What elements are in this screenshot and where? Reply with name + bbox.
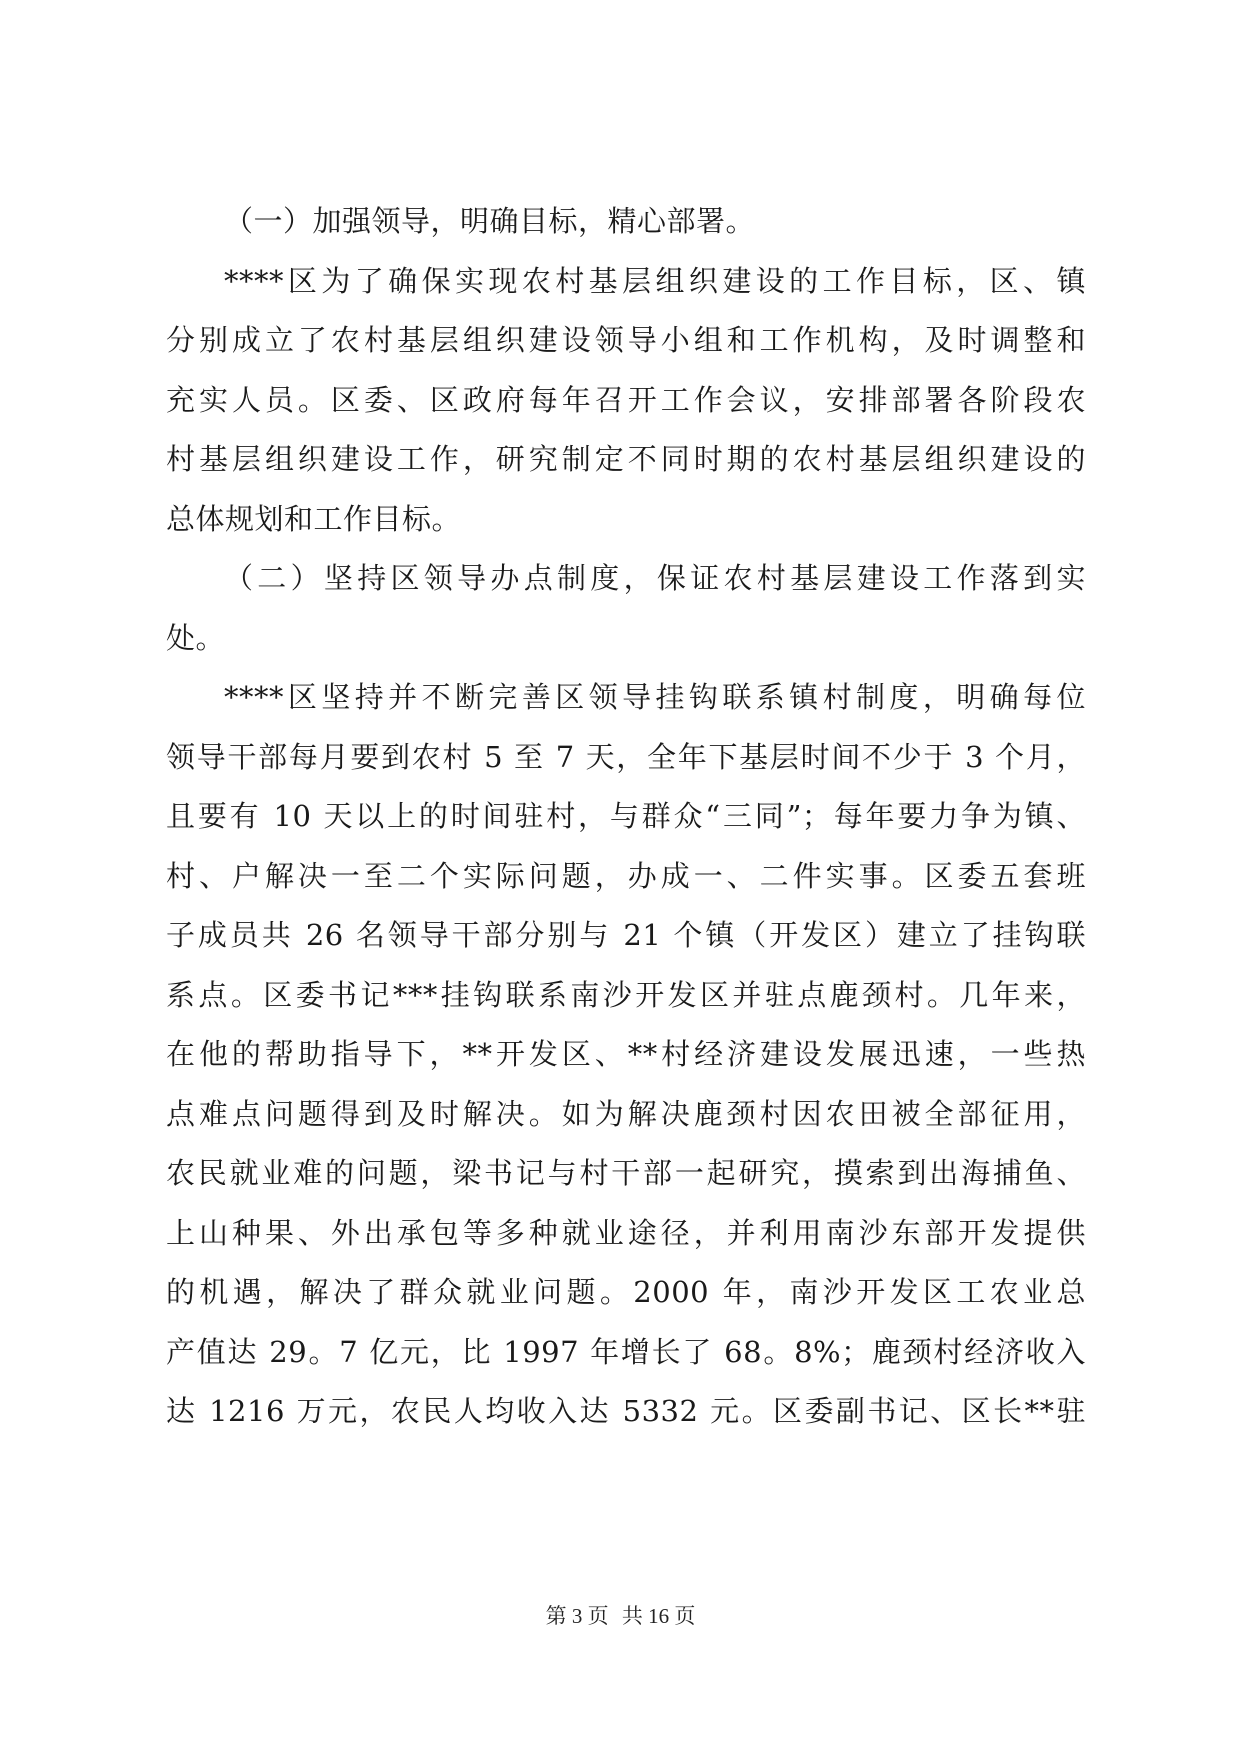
paragraph-line: 充实人员。区委、区政府每年召开工作会议，安排部署各阶段农: [166, 382, 1086, 417]
paragraph-line: 在他的帮助指导下，**开发区、**村经济建设发展迅速，一些热: [166, 1037, 1086, 1071]
paragraph-line: 上山种果、外出承包等多种就业途径，并利用南沙东部开发提供: [166, 1215, 1086, 1250]
paragraph-line: 点难点问题得到及时解决。如为解决鹿颈村因农田被全部征用，: [166, 1096, 1086, 1131]
body-text: [166, 192, 1086, 1442]
paragraph-line: 分别成立了农村基层组织建设领导小组和工作机构，及时调整和: [166, 323, 1086, 357]
paragraph-line: 且要有 10 天以上的时间驻村，与群众“三同”；每年要力争为镇、: [166, 799, 1086, 833]
paragraph-line: 总体规划和工作目标。: [166, 501, 462, 536]
section-heading-1: （一）加强领导，明确目标，精心部署。: [224, 204, 756, 238]
paragraph-line: 的机遇，解决了群众就业问题。2000 年，南沙开发区工农业总: [166, 1275, 1086, 1309]
paragraph-line: ****区坚持并不断完善区领导挂钩联系镇村制度，明确每位: [224, 680, 1086, 714]
section-heading-2: （二）坚持区领导办点制度，保证农村基层建设工作落到实: [224, 561, 1086, 595]
paragraph-line: 达 1216 万元，农民人均收入达 5332 元。区委副书记、区长**驻: [166, 1394, 1086, 1428]
paragraph-line: 农民就业难的问题，梁书记与村干部一起研究，摸索到出海捕鱼、: [166, 1156, 1086, 1190]
page-number: 第 3 页: [545, 1604, 609, 1628]
page-total: 共 16 页: [621, 1604, 696, 1628]
paragraph-line: 产值达 29。7 亿元，比 1997 年增长了 68。8%；鹿颈村经济收入: [166, 1334, 1086, 1369]
paragraph-line: ****区为了确保实现农村基层组织建设的工作目标，区、镇: [224, 263, 1086, 298]
paragraph-line: 村基层组织建设工作，研究制定不同时期的农村基层组织建设的: [166, 442, 1086, 476]
paragraph-line: 村、户解决一至二个实际问题，办成一、二件实事。区委五套班: [166, 858, 1086, 893]
page-footer: [0, 1600, 1241, 1630]
paragraph-line: 系点。区委书记***挂钩联系南沙开发区并驻点鹿颈村。几年来，: [166, 977, 1086, 1012]
paragraph-line: 子成员共 26 名领导干部分别与 21 个镇（开发区）建立了挂钩联: [166, 918, 1086, 952]
section-heading-2-cont: 处。: [166, 620, 226, 655]
paragraph-line: 领导干部每月要到农村 5 至 7 天，全年下基层时间不少于 3 个月，: [166, 739, 1086, 774]
